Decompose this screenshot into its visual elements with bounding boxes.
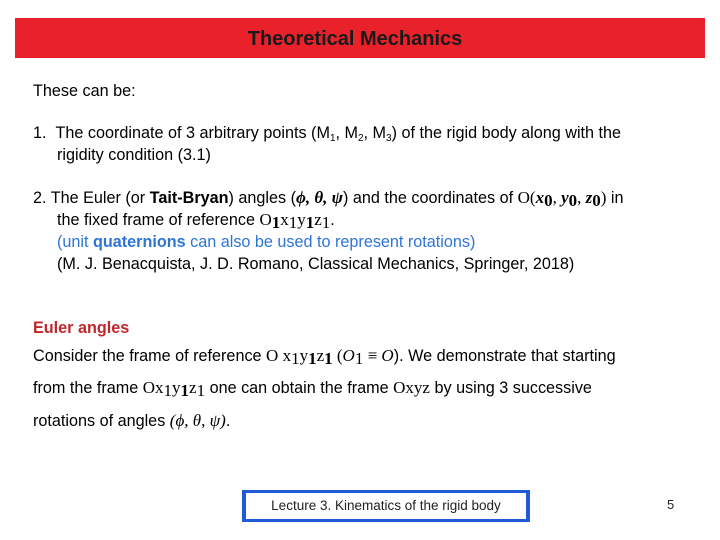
item1-line1: 1. The coordinate of 3 arbitrary points ($M_1$, $M_2$, $M_3$) of the rigid body along with the xyxy=(33,124,622,144)
item2-line2: the fixed frame of reference $O_1x_1y_1z_1$. xyxy=(57,210,335,232)
page-number: 5 xyxy=(667,497,675,512)
footer-label: Lecture 3. Kinematics of the rigid body xyxy=(246,493,526,519)
footer-box xyxy=(242,490,530,522)
euler-heading: Euler angles xyxy=(33,319,130,337)
euler-line1: Consider the frame of reference O $x_1y_1z_1$ $(O_1 \equiv O)$. We demonstrate that starting xyxy=(33,346,616,368)
euler-line3: rotations of angles (ϕ, θ, ψ). xyxy=(33,411,231,430)
intro-text: These can be: xyxy=(33,82,136,100)
item1-line2: rigidity condition (3.1) xyxy=(57,146,211,164)
page-title: Theoretical Mechanics xyxy=(247,28,463,50)
reference-citation: (M. J. Benacquista, J. D. Romano, Classical Mechanics, Springer, 2018) xyxy=(57,255,575,273)
title-bar xyxy=(15,18,705,58)
euler-line2: from the frame $Ox_1y_1z_1$ one can obtain the frame Oxyz by using 3 successive xyxy=(33,378,592,400)
item2-line1: 2. The Euler (or Tait-Bryan) angles (ϕ, θ, ψ) and the coordinates of $O(x_0$, $y_0$, $z_0$) in xyxy=(33,188,624,210)
quaternion-note: (unit quaternions can also be used to represent rotations) xyxy=(57,233,476,251)
